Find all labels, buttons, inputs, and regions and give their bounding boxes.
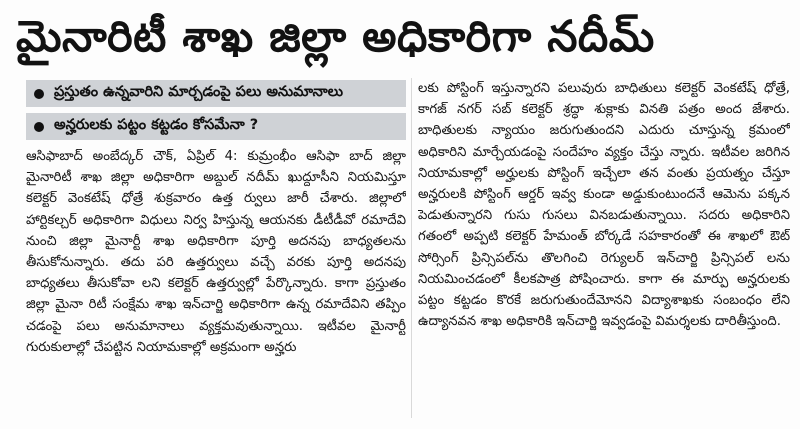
subheading-1-text: ప్రస్తుతం ఉన్నవారిని మార్చడంపై పలు అనుమానాలు: [54, 83, 344, 100]
subheading-2-text: అన్హరులకు పట్టం కట్టడం కోసమేనా ?: [54, 116, 259, 133]
bullet-icon: [34, 89, 44, 99]
body-column-left: ఆసిఫాబాద్ అంబేద్కర్ చౌక్, ఏప్రిల్ 4: కుమ్రంభీం ఆసిఫా బాద్ జిల్లా మైనారిటీ శాఖ జిల్లా అధికారిగా అబ్దుల్ నదీమ్ ఖుద్దూసీని నియమిస్తూ కలెక్టర్ వెంకటేష్ ధోత్రే శుక్రవారం ఉత్త ర్వులు జారీ చేశారు. జిల్లాలో హార్టికల్చర్ అధికారిగా విధులు నిర్వ హిస్తున్న ఆయనకు డీటీడీవో రమాదేవి నుంచి జిల్లా మైనార్టీ శాఖ అధికారిగా పూర్తి అదనపు బాధ్యతలను తీసుకోనున్నారు. తదు పరి ఉత్తర్వులు వచ్చే వరకు పూర్తి అదనపు బాధ్యతలు తీసుకోవా లని కలెక్టర్ ఉత్తర్వుల్లో పేర్కొన్నారు. కాగా ప్రస్తుతం జిల్లా మైనా రిటీ సంక్షేమ శాఖ ఇన్‌చార్జి అధికారిగా ఉన్న రమాదేవిని తప్పిం చడంపై పలు అనుమానాలు వ్యక్తమవుతున్నాయి. ఇటీవల మైనార్టీ గురుకులాల్లో చేపట్టిన నియామకాల్లో అక్రమంగా అన్హరు: [26, 149, 406, 355]
body-column-right: లకు పోస్టింగ్ ఇస్తున్నారని పలువురు బాధితులు కలెక్టర్ వెంకటేష్ ధోత్రే, కాగజ్ నగర్ సబ్ కలెక్టర్ శ్రద్ధా శుక్లాకు వినతి పత్రం అంద జేశారు. బాధితులకు న్యాయం జరుగుతుందని ఎదురు చూస్తున్న క్రమంలో అధికారిని మార్చేయడంపై సందేహం వ్యక్తం చేస్తు న్నారు. ఇటీవల జరిగిన నియామకాల్లో అర్హులకు పోస్టింగ్ ఇచ్చేలా తన వంతు ప్రయత్నం చేస్తూ అన్హరులకి పోస్టింగ్ ఆర్డర్ ఇవ్వ కుండా అడ్డుకుంటుందనే ఆమెను పక్కన పెడుతున్నారని గుసు గుసలు వినబడుతున్నాయి. సదరు అధికారిని గతంలో అప్పటి కలెక్టర్ హేమంత్ బోర్కడే సహకారంతో ఈ శాఖలో ఔట్ సోర్సింగ్ ప్రిన్సిపల్‌ను తొలగించి రెగ్యులర్ ఇన్‌చార్జి ప్రిన్సిపల్ లను నియమించడంలో కీలకపాత్ర పోషించారు. కాగా ఈ మార్పు అన్హరులకు పట్టం కట్టడం కొరకే జరుగుతుందేమోనని విద్యాశాఖకు సంబంధం లేని ఉద్యానవన శాఖ అధికారికి ఇన్‌చార్జి ఇవ్వడంపై విమర్శలకు దారితీస్తుంది.: [418, 81, 790, 330]
column-divider: [411, 78, 412, 418]
subheading-2: [26, 113, 406, 140]
subheading-1: [26, 80, 406, 107]
headline: మైనారిటీ శాఖ జిల్లా అధికారిగా నదీమ్: [16, 12, 655, 62]
bullet-icon: [34, 122, 44, 132]
